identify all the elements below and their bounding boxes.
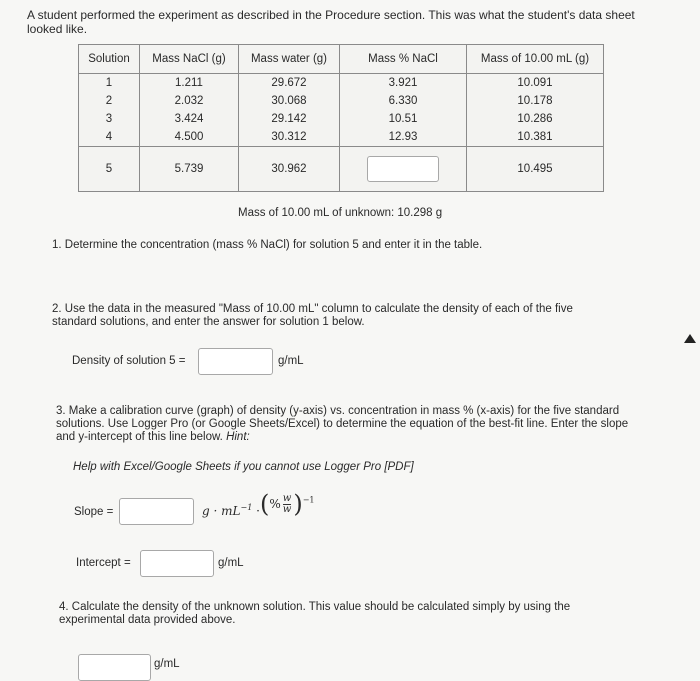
density-label: Density of solution 5 =: [72, 355, 186, 367]
help-link[interactable]: Help with Excel/Google Sheets if you cannot use Logger Pro [PDF]: [73, 461, 414, 473]
question-3: [56, 405, 636, 444]
table-row: [79, 128, 604, 147]
header-mass-10ml: Mass of 10.00 mL (g): [467, 45, 604, 74]
slope-input[interactable]: [119, 498, 194, 525]
cell-mass-10ml: 10.178: [467, 92, 604, 110]
question-3-text: 3. Make a calibration curve (graph) of density (y-axis) vs. concentration in mass % (x-axis) for the five standard solutions. Use Logger Pro (or Google Sheets/Excel) to determine the equation of the best-fit line. Enter the slope and y-intercept of this line below.: [56, 405, 629, 443]
question-1: 1. Determine the concentration (mass % NaCl) for solution 5 and enter it in the table.: [52, 239, 483, 251]
cell-mass-10ml: 10.091: [467, 74, 604, 93]
cell-mass-nacl: 5.739: [140, 147, 239, 192]
cell-mass-pct: 10.51: [340, 110, 467, 128]
cell-mass-nacl: 3.424: [140, 110, 239, 128]
slope-unit-pct: %: [269, 497, 281, 511]
cell-solution: 2: [79, 92, 140, 110]
cell-mass-10ml: 10.286: [467, 110, 604, 128]
header-solution: Solution: [79, 45, 140, 74]
slope-unit: [202, 503, 260, 518]
slope-label: Slope =: [74, 506, 114, 518]
cell-mass-water: 30.068: [239, 92, 340, 110]
table-row: [79, 74, 604, 93]
cell-solution: 3: [79, 110, 140, 128]
density-input[interactable]: [198, 348, 273, 375]
intercept-label: Intercept =: [76, 557, 131, 569]
intro-text: A student performed the experiment as described in the Procedure section. This was what the student's data sheet looked like.: [27, 8, 635, 36]
header-mass-water: Mass water (g): [239, 45, 340, 74]
table-header-row: [79, 45, 604, 74]
cell-mass-pct: 6.330: [340, 92, 467, 110]
unknown-density-unit: g/mL: [154, 658, 180, 670]
table-row: [79, 92, 604, 110]
question-3-hint: Hint:: [226, 431, 250, 443]
slope-unit-w-bottom: w: [282, 503, 292, 515]
cell-mass-10ml: 10.495: [467, 147, 604, 192]
question-4: 4. Calculate the density of the unknown solution. This value should be calculated simply by using the experimental data provided above.: [59, 601, 571, 626]
cell-mass-pct: 3.921: [340, 74, 467, 93]
slope-unit-exp2: −1: [302, 495, 315, 505]
slope-unit-w-top: w: [282, 492, 292, 504]
header-mass-pct: Mass % NaCl: [340, 45, 467, 74]
slope-unit-prefix: g · mL: [202, 504, 241, 518]
cell-mass-water: 29.672: [239, 74, 340, 93]
cell-mass-nacl: 4.500: [140, 128, 239, 147]
cell-mass-water: 30.962: [239, 147, 340, 192]
cell-solution: 4: [79, 128, 140, 147]
cell-mass-nacl: 2.032: [140, 92, 239, 110]
mouse-pointer-icon: [684, 334, 696, 343]
mass-pct-solution-5-input[interactable]: [367, 156, 439, 182]
unknown-density-input[interactable]: [78, 654, 151, 681]
cell-mass-nacl: 1.211: [140, 74, 239, 93]
cell-mass-pct: 12.93: [340, 128, 467, 147]
header-mass-nacl: Mass NaCl (g): [140, 45, 239, 74]
slope-unit-dot: ·: [256, 504, 260, 518]
table-row: [79, 110, 604, 128]
intercept-input[interactable]: [140, 550, 214, 577]
question-2: 2. Use the data in the measured "Mass of 10.00 mL" column to calculate the density of each of the five standard solutions, and enter the answer for solution 1 below.: [52, 303, 573, 328]
slope-fraction: (% $\frac{w}{w}$ )$^{-1}$: [260, 490, 315, 518]
cell-mass-10ml: 10.381: [467, 128, 604, 147]
cell-solution: 1: [79, 74, 140, 93]
table-row-solution-5: [79, 147, 604, 192]
cell-mass-pct-input-cell: [340, 147, 467, 192]
density-unit: g/mL: [278, 355, 304, 367]
unknown-mass-text: Mass of 10.00 mL of unknown: 10.298 g: [238, 207, 443, 219]
cell-mass-water: 29.142: [239, 110, 340, 128]
cell-mass-water: 30.312: [239, 128, 340, 147]
slope-unit-exp1: −1: [240, 503, 253, 512]
data-table: [78, 44, 604, 192]
intercept-unit: g/mL: [218, 557, 244, 569]
cell-solution: 5: [79, 147, 140, 192]
